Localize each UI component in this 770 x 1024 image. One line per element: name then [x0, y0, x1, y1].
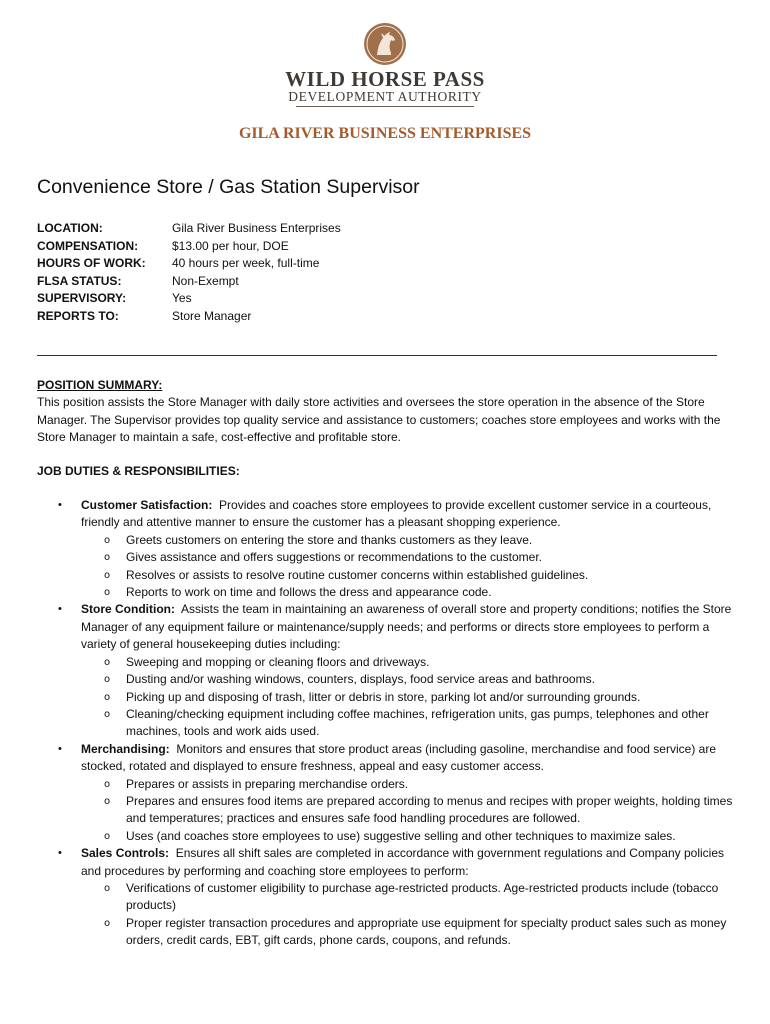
circle-bullet-icon: o [104, 674, 111, 686]
meta-row [37, 290, 341, 308]
sub-item [37, 880, 737, 915]
sub-item [37, 793, 737, 828]
sub-item-text: Gives assistance and offers suggestions or recommendations to the customer. [126, 550, 542, 565]
sub-item [37, 776, 737, 793]
sub-item [37, 706, 737, 741]
logo-subtitle: DEVELOPMENT AUTHORITY [288, 89, 482, 104]
bullet-icon: • [58, 742, 62, 755]
sub-item-text: Proper register transaction procedures and appropriate use equipment for specialty product sales such as money orders, credit cards, EBT, gift cards, phone cards, coupons, and refunds. [126, 915, 727, 948]
sub-item-text: Sweeping and mopping or cleaning floors and driveways. [126, 654, 430, 669]
sub-item [37, 567, 737, 584]
duty-lead: Sales Controls: [81, 846, 170, 861]
duty-text: Ensures all shift sales are completed in accordance with government regulations and Company policies and procedures by performing and coaching store employees to perform: [81, 846, 724, 878]
sub-item [37, 689, 737, 706]
duty-lead: Store Condition: [81, 602, 175, 617]
meta-row [37, 238, 341, 256]
circle-bullet-icon: o [104, 708, 111, 720]
summary-heading: POSITION SUMMARY: [37, 378, 163, 392]
sub-list [81, 654, 737, 741]
meta-label: FLSA STATUS: [37, 273, 122, 288]
sub-item-text: Dusting and/or washing windows, counters, displays, food service areas and bathrooms. [126, 672, 595, 687]
sub-item-text: Resolves or assists to resolve routine customer concerns within established guidelines. [126, 567, 589, 582]
bullet-icon: • [58, 847, 62, 860]
sub-item [37, 549, 737, 566]
sub-list [81, 776, 737, 846]
page-title: Convenience Store / Gas Station Supervisor [37, 176, 420, 198]
duty-item [37, 845, 737, 949]
sub-item-text: Prepares and ensures food items are prepared according to menus and recipes with proper weights, holding times and temperatures; practices and ensures safe food handling procedures are followed. [126, 793, 733, 826]
meta-row [37, 308, 341, 326]
sub-item-text: Greets customers on entering the store and thanks customers as they leave. [126, 532, 533, 547]
sub-item-text: Reports to work on time and follows the dress and appearance code. [126, 585, 492, 600]
logo-title: WILD HORSE PASS [285, 67, 485, 91]
meta-row [37, 255, 341, 273]
meta-label: SUPERVISORY: [37, 291, 127, 305]
document-body [37, 377, 737, 950]
circle-bullet-icon: o [104, 569, 111, 581]
sub-list [81, 880, 737, 950]
circle-bullet-icon: o [104, 917, 111, 929]
sub-item-text: Picking up and disposing of trash, litter or debris in store, parking lot and/or surrounding grounds. [126, 689, 641, 704]
summary-text: This position assists the Store Manager with daily store activities and oversees the store operation in the absence of the Store Manager. The Supervisor provides top quality service and assistance to customers; coaches store employees and works with the Store Manager to maintain a safe, cost-effective and profitable store. [37, 395, 721, 445]
meta-value: 40 hours per week, full-time [172, 256, 320, 270]
circle-bullet-icon: o [104, 656, 111, 668]
sub-item [37, 671, 737, 688]
divider [37, 355, 717, 356]
circle-bullet-icon: o [104, 587, 111, 599]
meta-label: REPORTS TO: [37, 308, 119, 323]
organization-name: GILA RIVER BUSINESS ENTERPRISES [238, 125, 532, 142]
sub-item [37, 584, 737, 601]
circle-bullet-icon: o [104, 830, 111, 842]
circle-bullet-icon: o [104, 778, 111, 790]
duty-item [37, 497, 737, 601]
circle-bullet-icon: o [104, 534, 111, 546]
circle-bullet-icon: o [104, 795, 111, 807]
meta-label: HOURS OF WORK: [37, 256, 146, 270]
circle-bullet-icon: o [104, 552, 111, 564]
duty-item [37, 601, 737, 740]
sub-item [37, 828, 737, 845]
sub-item [37, 532, 737, 549]
sub-item-text: Uses (and coaches store employees to use) suggestive selling and other techniques to maximize sales. [126, 828, 676, 843]
meta-value: $13.00 per hour, DOE [172, 238, 289, 253]
meta-value: Yes [172, 291, 192, 305]
duty-text: Assists the team in maintaining an awareness of overall store and property conditions; notifies the Store Manager of any equipment failure or maintenance/supply needs; and performs or directs store employees to perform a variety of general housekeeping duties including: [81, 602, 732, 652]
duties-heading: JOB DUTIES & RESPONSIBILITIES: [37, 463, 240, 478]
circle-bullet-icon: o [104, 882, 111, 894]
meta-value: Gila River Business Enterprises [172, 221, 341, 235]
duty-lead: Merchandising: [81, 741, 170, 756]
bullet-icon: • [58, 603, 62, 616]
horse-head-icon [363, 22, 407, 66]
sub-item [37, 654, 737, 671]
duty-text: Provides and coaches store employees to provide excellent customer service in a courteous, friendly and attentive manner to ensure the customer has a pleasant shopping experience. [81, 498, 712, 530]
meta-label: LOCATION: [37, 221, 103, 235]
meta-row [37, 220, 341, 238]
job-meta [37, 220, 341, 325]
meta-label: COMPENSATION: [37, 238, 139, 253]
sub-item [37, 915, 737, 950]
circle-bullet-icon: o [104, 691, 111, 703]
meta-row [37, 273, 341, 291]
duty-text: Monitors and ensures that store product areas (including gasoline, merchandise and food service) are stocked, rotated and displayed to ensure freshness, appeal and easy customer access. [81, 741, 716, 774]
meta-value: Store Manager [172, 308, 252, 323]
duty-lead: Customer Satisfaction: [81, 498, 213, 513]
bullet-icon: • [58, 499, 62, 512]
sub-list [81, 532, 737, 602]
logo-rule [296, 106, 474, 107]
meta-value: Non-Exempt [172, 273, 239, 288]
sub-item-text: Prepares or assists in preparing merchandise orders. [126, 776, 409, 791]
sub-item-text: Verifications of customer eligibility to purchase age-restricted products. Age-restricted products include (tobacco products) [126, 880, 719, 913]
logo [0, 22, 770, 107]
sub-item-text: Cleaning/checking equipment including coffee machines, refrigeration units, gas pumps, telephones and other machines, tools and work aids used. [126, 706, 709, 739]
duty-item [37, 741, 737, 845]
